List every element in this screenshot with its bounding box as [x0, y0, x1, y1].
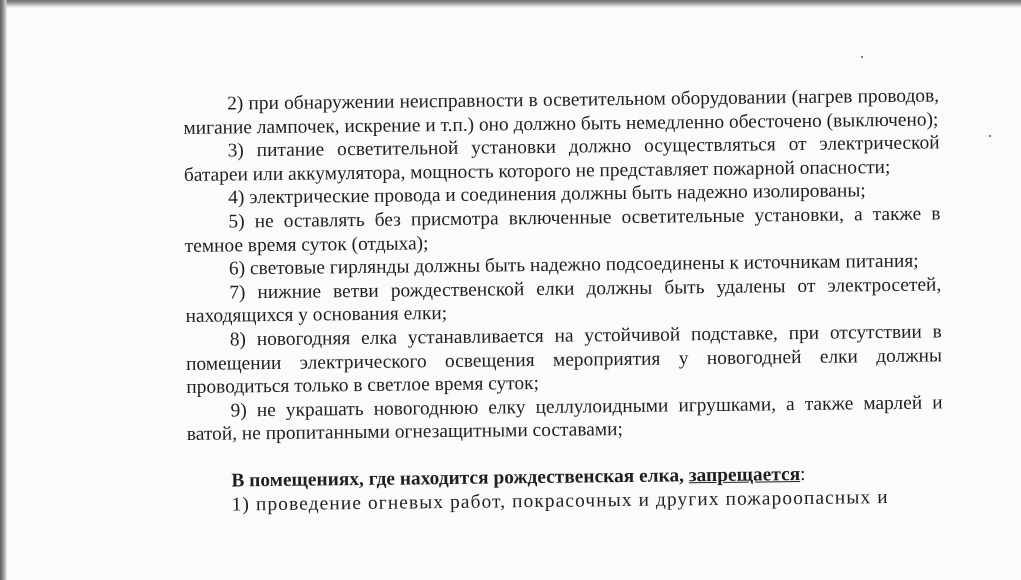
- heading-underlined-word: запрещается: [688, 463, 801, 487]
- list-item: 7) нижние ветви рождественской елки должны быть удалены от электросетей, находящихся у основания елки;: [185, 274, 942, 328]
- list-item: 8) новогодняя елка устанавливается на устойчивой подставке, при отсутствии в помещении электрического освещения мероприятия у новогодней елки должны проводиться только в светлое время суток;: [185, 321, 943, 399]
- list-item: 1) проведение огневых работ, покрасочных и других пожароопасных и: [231, 486, 889, 515]
- list-item: 2) при обнаружении неисправности в осветительном оборудовании (нагрев проводов, мигание лампочек, искрение и т.п.) оно должно быть немедленно обесточено (выключено);: [183, 85, 940, 139]
- list-item: 4) электрические провода и соединения должны быть надежно изолированы;: [228, 180, 866, 209]
- list-item: 6) световые гирлянды должны быть надежно подсоединены к источникам питания;: [228, 250, 919, 280]
- list-item: 5) не оставлять без присмотра включенные осветительные установки, а также в темное время суток (отдыха);: [184, 203, 941, 257]
- list-item: 3) питание осветительной установки должно осуществляться от электрической батареи или аккумулятора, мощность которого не представляет пожарной опасности;: [183, 132, 940, 186]
- list-item: 9) не украшать новогоднюю елку целлулоидными игрушками, а также марлей и ватой, не пропитанными огнезащитными составами;: [186, 392, 943, 446]
- document-text: [183, 84, 944, 517]
- scan-left-edge: [0, 0, 7, 580]
- scan-top-edge: [0, 0, 1021, 8]
- scan-speck: [861, 56, 863, 58]
- scan-speck: [989, 135, 991, 137]
- heading-colon: :: [799, 463, 806, 485]
- heading-bold-text: В помещениях, где находится рождественская елка,: [231, 465, 689, 492]
